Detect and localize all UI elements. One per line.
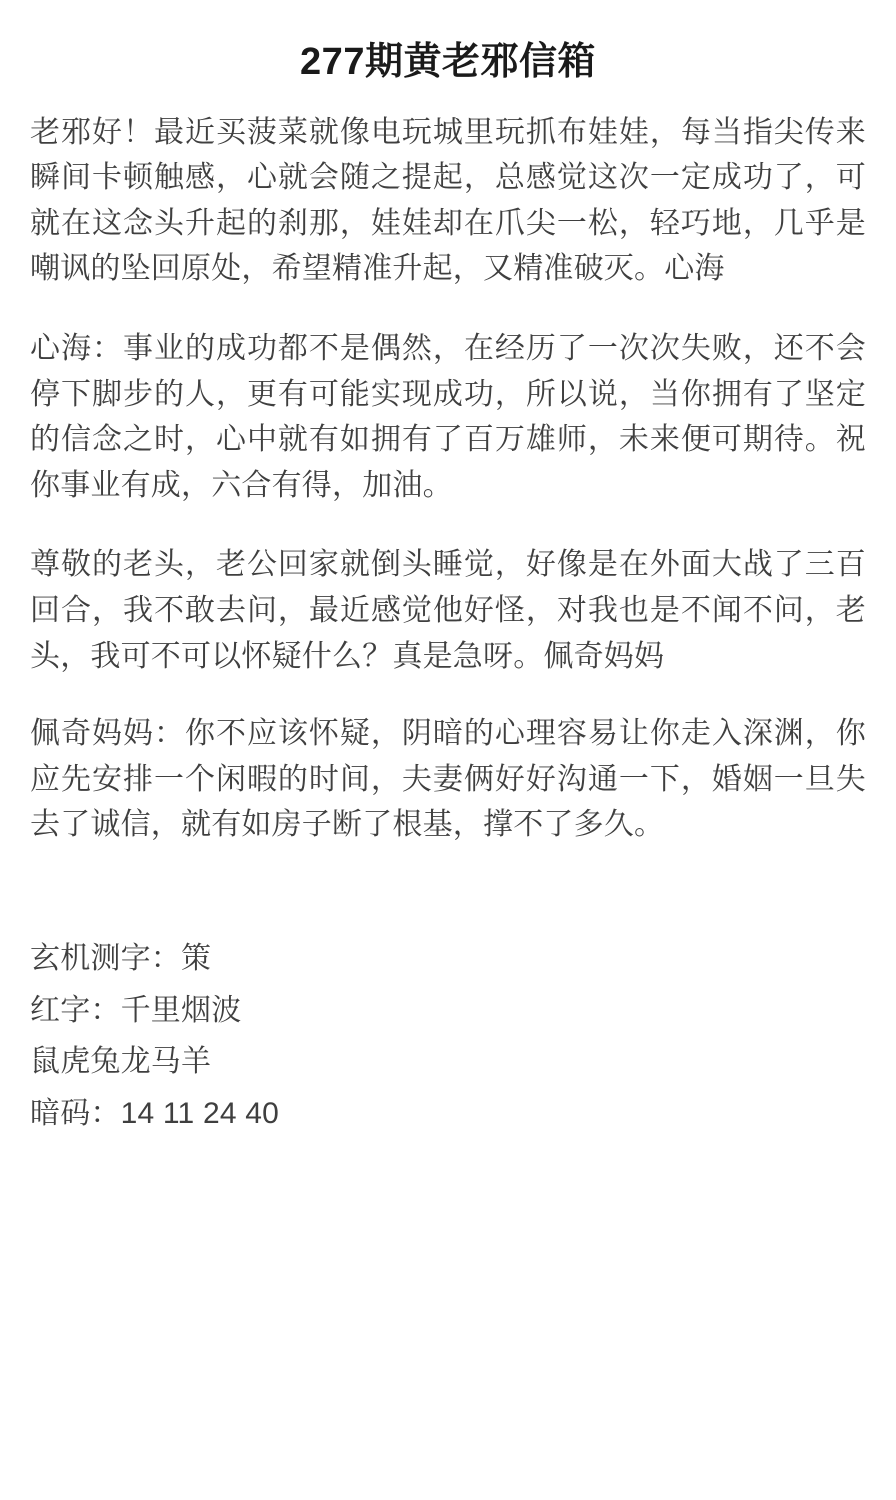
paragraph-reply-1: 心海：事业的成功都不是偶然，在经历了一次次失败，还不会停下脚步的人，更有可能实现成功，所以说，当你拥有了坚定的信念之时，心中就有如拥有了百万雄师，未来便可期待。祝你事业有成，六合有得，加油。 [30,331,866,502]
paragraph-letter-2: 尊敬的老头，老公回家就倒头睡觉，好像是在外面大战了三百回合，我不敢去问，最近感觉他好怪，对我也是不闻不问，老头，我可不可以怀疑什么？真是急呀。佩奇妈妈 [30,548,866,673]
footer-block [30,936,866,1136]
section-divider-space [30,880,866,926]
zodiac-line: 鼠虎兔龙马羊 [30,1045,212,1079]
paragraph-reply-2: 佩奇妈妈：你不应该怀疑，阴暗的心理容易让你走入深渊，你应先安排一个闲暇的时间，夫妻俩好好沟通一下，婚姻一旦失去了诚信，就有如房子断了根基，撑不了多久。 [30,717,866,842]
page-title: 277期黄老邪信箱 [300,41,596,83]
paragraph-letter-1: 老邪好！最近买菠菜就像电玩城里玩抓布娃娃，每当指尖传来瞬间卡顿触感，心就会随之提起，总感觉这次一定成功了，可就在这念头升起的刹那，娃娃却在爪尖一松，轻巧地，几乎是嘲讽的坠回原处，希望精准升起，又精准破灭。心海 [30,115,866,286]
hongzi-line: 红字：千里烟波 [30,993,242,1027]
codes-line: 暗码：14 11 24 40 [30,1096,280,1130]
xuanji-line: 玄机测字：策 [30,941,212,975]
